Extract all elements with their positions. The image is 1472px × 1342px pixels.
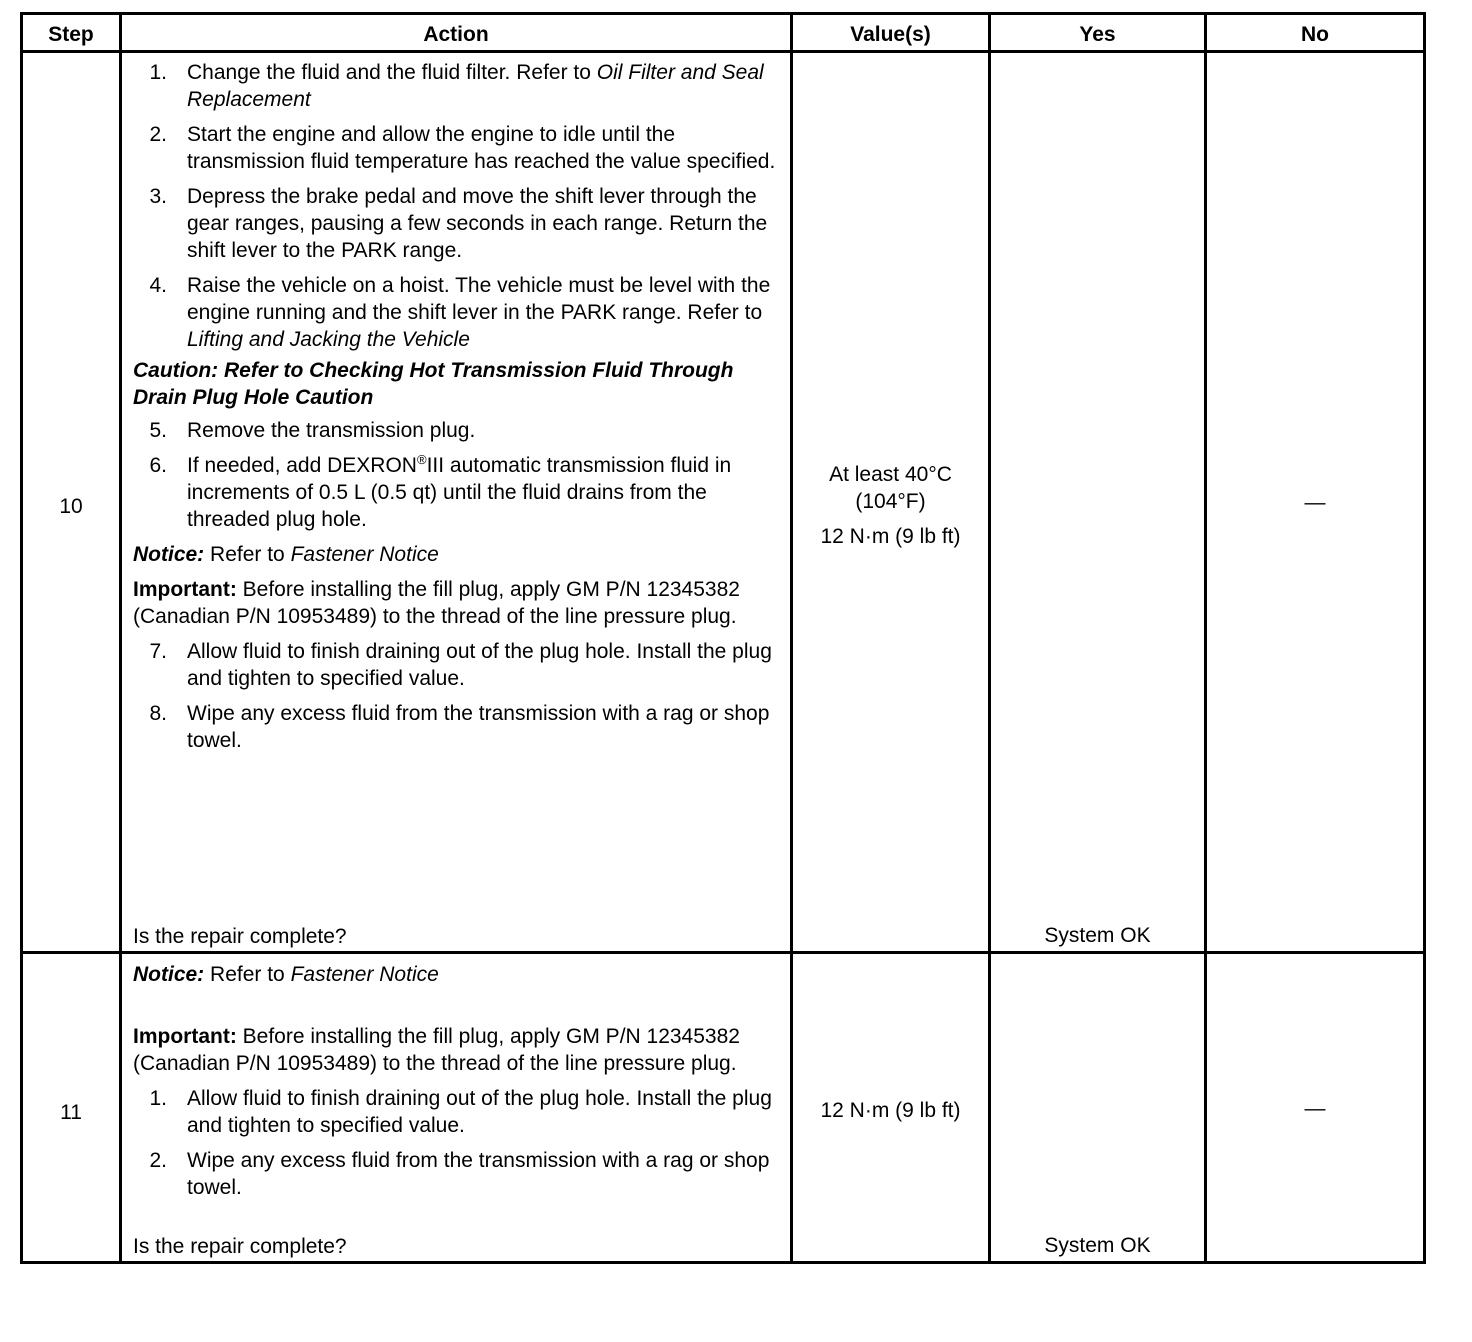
value-torque: 12 N·m (9 lb ft) bbox=[820, 1099, 961, 1122]
list-text: If needed, add DEXRON®III automatic transmission fluid in increments of 0.5 L (0.5 qt) until the fluid drains from the threaded plug hole. bbox=[187, 452, 732, 531]
list-item bbox=[133, 452, 783, 533]
action-list bbox=[133, 1085, 783, 1201]
no-result: — bbox=[1304, 1097, 1326, 1120]
list-number: 4. bbox=[149, 274, 167, 297]
list-number: 1. bbox=[149, 61, 167, 84]
list-item bbox=[133, 121, 783, 175]
list-number: 8. bbox=[149, 702, 167, 725]
header-yes: Yes bbox=[1079, 23, 1116, 46]
row-divider bbox=[23, 951, 1423, 954]
list-text: Wipe any excess fluid from the transmission with a rag or shop towel. bbox=[187, 702, 770, 752]
list-number: 1. bbox=[149, 1087, 167, 1110]
column-divider bbox=[119, 15, 122, 1261]
value-torque: 12 N·m (9 lb ft) bbox=[820, 525, 961, 548]
list-text: Allow fluid to finish draining out of the plug hole. Install the plug and tighten to specified value. bbox=[187, 640, 772, 690]
action-list bbox=[133, 417, 783, 533]
list-text: Depress the brake pedal and move the shift lever through the gear ranges, pausing a few seconds in each range. Return the shift lever to the PARK range. bbox=[187, 185, 768, 262]
important-text: Important: Before installing the fill plug, apply GM P/N 12345382 (Canadian P/N 10953489) to the thread of the line pressure plug. bbox=[133, 1025, 740, 1075]
column-divider bbox=[988, 15, 991, 1261]
list-item bbox=[133, 700, 783, 754]
notice-text: Notice: Refer to Fastener Notice bbox=[133, 543, 439, 566]
list-number: 5. bbox=[149, 419, 167, 442]
list-item bbox=[133, 638, 783, 692]
list-text: Start the engine and allow the engine to idle until the transmission fluid temperature has reached the value specified. bbox=[187, 123, 776, 173]
yes-result: System OK bbox=[1044, 1234, 1151, 1257]
question-text: Is the repair complete? bbox=[133, 1235, 347, 1258]
value-temperature: At least 40°C (104°F) bbox=[829, 463, 952, 513]
header-step: Step bbox=[48, 23, 94, 46]
action-cell-step-11 bbox=[133, 961, 783, 1209]
list-item bbox=[133, 1147, 783, 1201]
diagnostic-table bbox=[20, 12, 1426, 1264]
list-text: Wipe any excess fluid from the transmission with a rag or shop towel. bbox=[187, 1149, 770, 1199]
no-result: — bbox=[1304, 491, 1326, 514]
list-item bbox=[133, 417, 783, 444]
header-no: No bbox=[1301, 23, 1329, 46]
caution-text: Caution: Refer to Checking Hot Transmission Fluid Through Drain Plug Hole Caution bbox=[133, 359, 734, 409]
list-item bbox=[133, 59, 783, 113]
reference-link: Lifting and Jacking the Vehicle bbox=[187, 328, 470, 351]
list-text: Allow fluid to finish draining out of the plug hole. Install the plug and tighten to specified value. bbox=[187, 1087, 772, 1137]
list-number: 6. bbox=[149, 454, 167, 477]
action-list bbox=[133, 59, 783, 353]
list-item bbox=[133, 1085, 783, 1139]
header-values: Value(s) bbox=[850, 23, 931, 46]
question-text: Is the repair complete? bbox=[133, 925, 347, 948]
list-item bbox=[133, 183, 783, 264]
action-cell-step-10 bbox=[133, 59, 783, 762]
list-number: 3. bbox=[149, 185, 167, 208]
action-list bbox=[133, 638, 783, 754]
yes-result: System OK bbox=[1044, 924, 1151, 947]
list-number: 2. bbox=[149, 1149, 167, 1172]
list-text: Change the fluid and the fluid filter. Refer to Oil Filter and Seal Replacement bbox=[187, 61, 764, 111]
list-number: 2. bbox=[149, 123, 167, 146]
list-text: Remove the transmission plug. bbox=[187, 419, 476, 442]
list-item bbox=[133, 272, 783, 353]
column-divider bbox=[1204, 15, 1207, 1261]
header-action: Action bbox=[423, 23, 489, 46]
reference-link: Oil Filter and Seal Replacement bbox=[187, 61, 764, 111]
step-number: 10 bbox=[59, 495, 83, 518]
list-number: 7. bbox=[149, 640, 167, 663]
step-number: 11 bbox=[60, 1101, 82, 1124]
important-text: Important: Before installing the fill plug, apply GM P/N 12345382 (Canadian P/N 10953489) to the thread of the line pressure plug. bbox=[133, 578, 740, 628]
header-divider bbox=[23, 50, 1423, 53]
column-divider bbox=[790, 15, 793, 1261]
notice-text: Notice: Refer to Fastener Notice bbox=[133, 963, 439, 986]
list-text: Raise the vehicle on a hoist. The vehicle must be level with the engine running and the shift lever in the PARK range. Refer to Lifting and Jacking the Vehicle bbox=[187, 274, 771, 351]
